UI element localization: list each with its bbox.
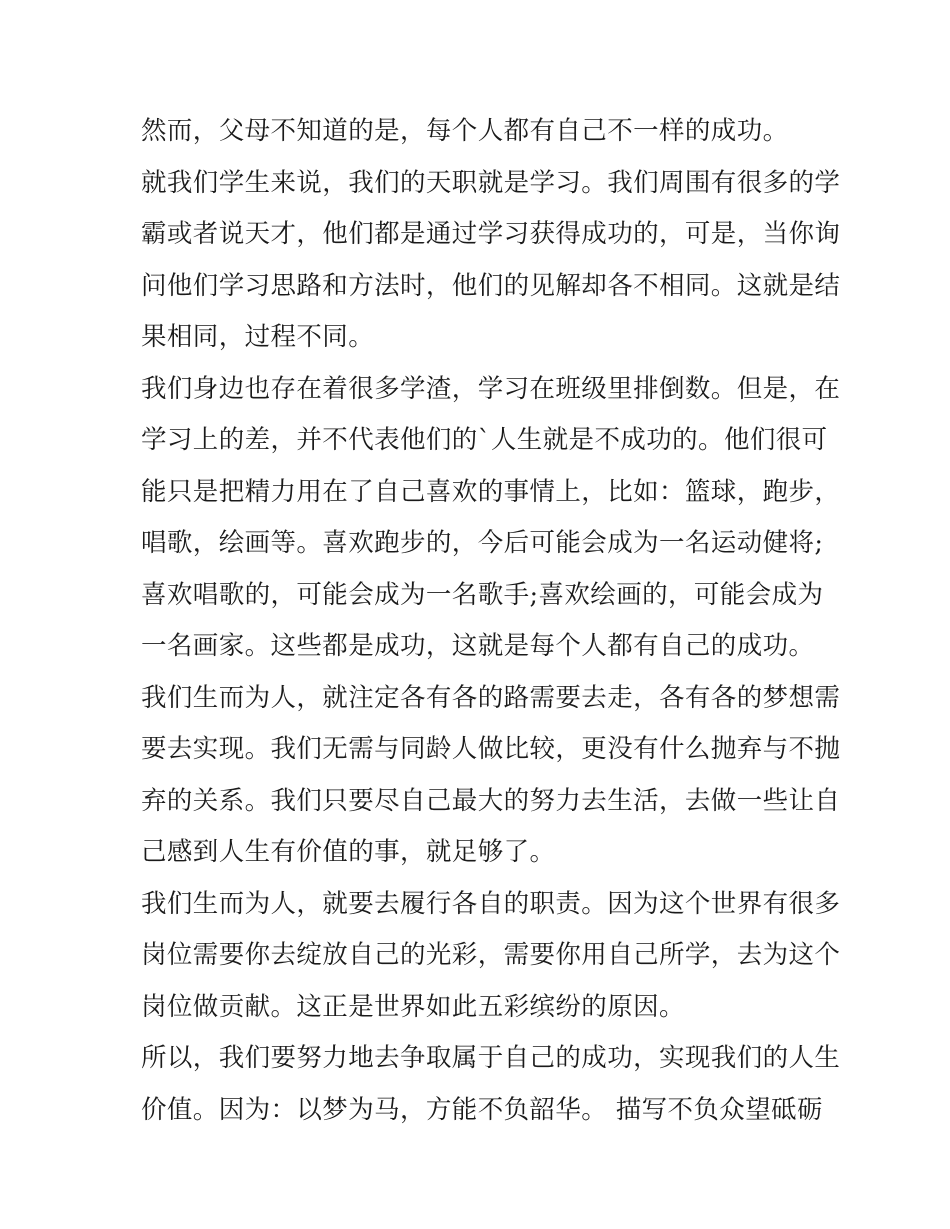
text-line: 要去实现。我们无需与同龄人做比较，更没有什么抛弃与不抛 — [141, 734, 841, 764]
document-body — [141, 106, 841, 1136]
text-line: 岗位需要你去绽放自己的光彩，需要你用自己所学，去为这个 — [141, 940, 841, 970]
text-line: 我们身边也存在着很多学渣，学习在班级里排倒数。但是，在 — [141, 373, 841, 404]
text-line: 我们生而为人，就注定各有各的路需要去走，各有各的梦想需 — [141, 682, 841, 713]
text-line: 学习上的差，并不代表他们的`人生就是不成功的。他们很可 — [141, 425, 828, 455]
text-line: 一名画家。这些都是成功，这就是每个人都有自己的成功。 — [141, 631, 815, 661]
text-line: 价值。因为：以梦为马，方能不负韶华。 描写不负众望砥砺 — [141, 1094, 823, 1125]
text-line: 能只是把精力用在了自己喜欢的事情上，比如：篮球，跑步， — [141, 476, 841, 507]
text-line: 然而，父母不知道的是，每个人都有自己不一样的成功。 — [141, 116, 789, 146]
text-line: 果相同，过程不同。 — [141, 322, 375, 352]
text-line: 岗位做贡献。这正是世界如此五彩缤纷的原因。 — [141, 991, 685, 1022]
text-line: 唱歌，绘画等。喜欢跑步的，今后可能会成为一名运动健将; — [141, 528, 824, 558]
text-line: 喜欢唱歌的，可能会成为一名歌手;喜欢绘画的，可能会成为 — [141, 579, 824, 610]
text-line: 霸或者说天才，他们都是通过学习获得成功的，可是，当你询 — [141, 219, 841, 249]
text-line: 己感到人生有价值的事，就足够了。 — [141, 837, 556, 867]
text-line: 弃的关系。我们只要尽自己最大的努力去生活，去做一些让自 — [141, 785, 841, 816]
text-line: 问他们学习思路和方法时，他们的见解却各不相同。这就是结 — [141, 270, 841, 301]
text-line: 我们生而为人，就要去履行各自的职责。因为这个世界有很多 — [141, 888, 841, 919]
text-line: 就我们学生来说，我们的天职就是学习。我们周围有很多的学 — [141, 167, 841, 198]
text-line: 所以，我们要努力地去争取属于自己的成功，实现我们的人生 — [141, 1043, 841, 1073]
